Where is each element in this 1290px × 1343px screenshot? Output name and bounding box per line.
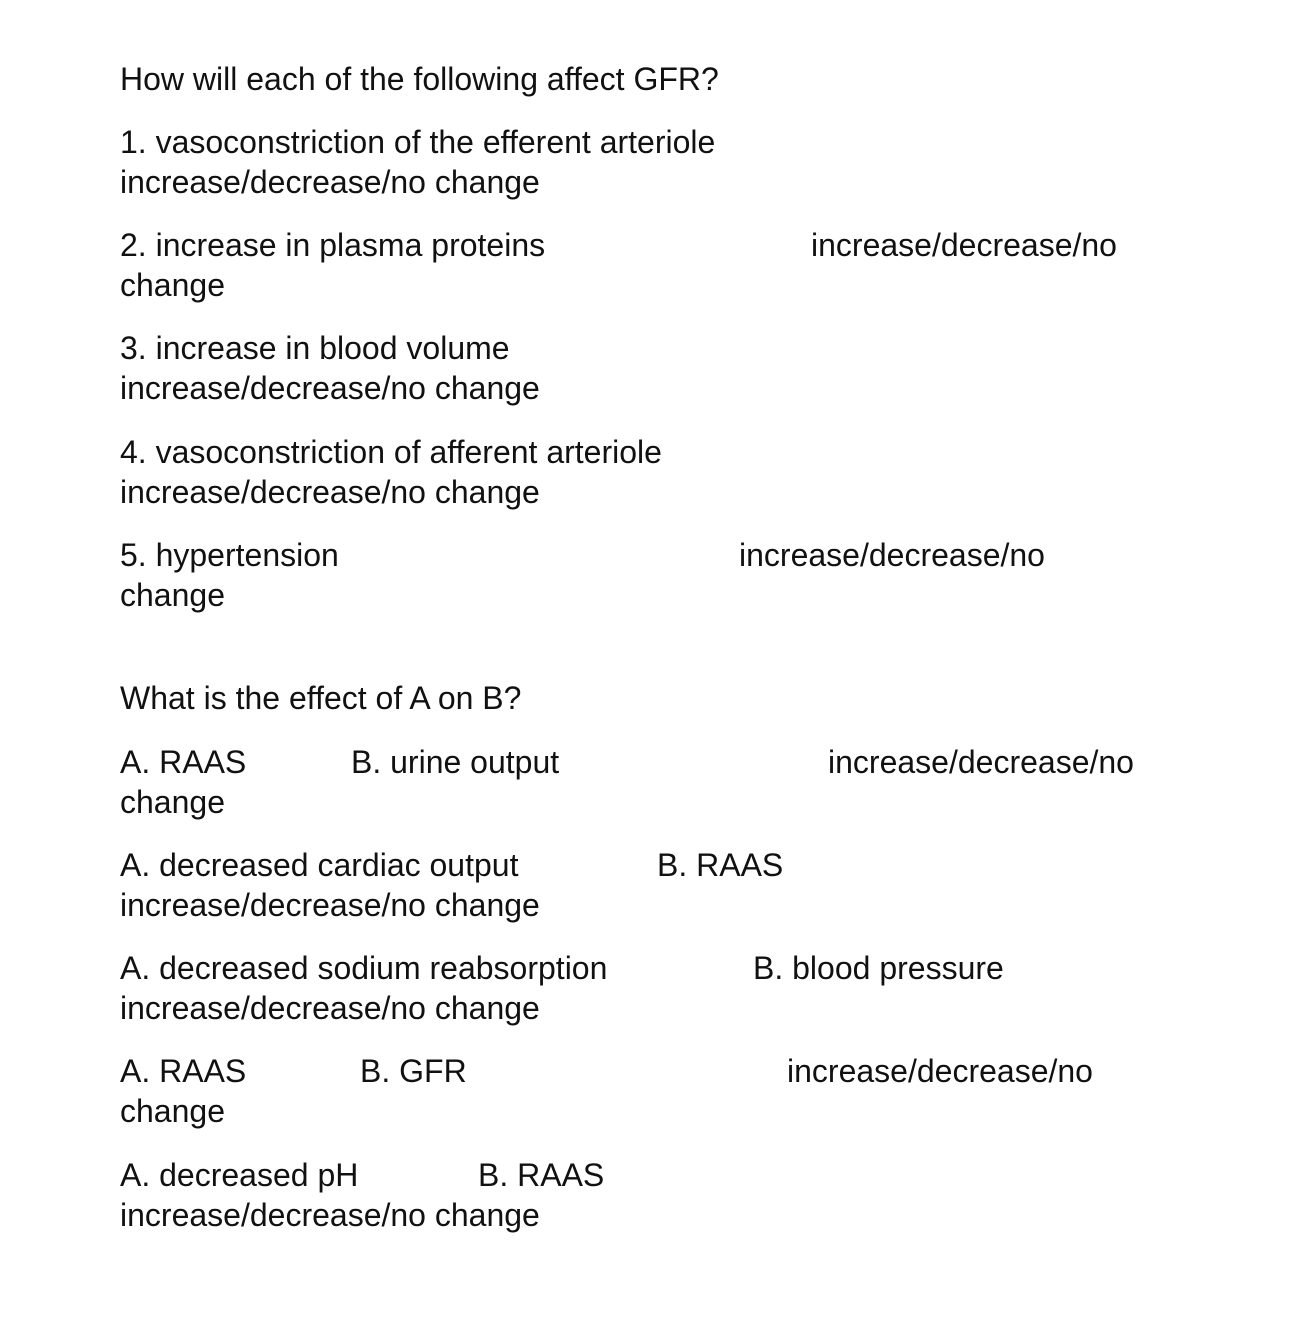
row-3-a: A. decreased sodium reabsorption: [120, 950, 608, 986]
question-2-options-wrap: change: [120, 267, 225, 303]
row-4-options-wrap: change: [120, 1093, 225, 1129]
row-2-a: A. decreased cardiac output: [120, 847, 519, 883]
row-5-b: B. RAAS: [478, 1157, 605, 1193]
question-1-text: 1. vasoconstriction of the efferent arteriole: [120, 124, 716, 160]
question-5-text: 5. hypertension: [120, 537, 339, 573]
row-3-options: increase/decrease/no change: [120, 990, 540, 1026]
row-2-b: B. RAAS: [657, 847, 784, 883]
question-1-options: increase/decrease/no change: [120, 164, 540, 200]
question-2-options: increase/decrease/no: [811, 227, 1117, 263]
row-1-options: increase/decrease/no: [828, 744, 1134, 780]
row-3-b: B. blood pressure: [753, 950, 1004, 986]
question-3-text: 3. increase in blood volume: [120, 330, 510, 366]
section2-heading: What is the effect of A on B?: [120, 680, 522, 716]
question-4-text: 4. vasoconstriction of afferent arteriole: [120, 434, 662, 470]
question-5-options: increase/decrease/no: [739, 537, 1045, 573]
row-4-options: increase/decrease/no: [787, 1053, 1093, 1089]
question-3-options: increase/decrease/no change: [120, 370, 540, 406]
row-4-a: A. RAAS: [120, 1053, 247, 1089]
section1-heading: How will each of the following affect GFR?: [120, 61, 719, 97]
row-1-options-wrap: change: [120, 784, 225, 820]
row-5-options: increase/decrease/no change: [120, 1197, 540, 1233]
question-5-options-wrap: change: [120, 577, 225, 613]
row-4-b: B. GFR: [360, 1053, 467, 1089]
question-4-options: increase/decrease/no change: [120, 474, 540, 510]
question-2-text: 2. increase in plasma proteins: [120, 227, 546, 263]
row-1-b: B. urine output: [351, 744, 560, 780]
row-2-options: increase/decrease/no change: [120, 887, 540, 923]
row-1-a: A. RAAS: [120, 744, 247, 780]
row-5-a: A. decreased pH: [120, 1157, 359, 1193]
